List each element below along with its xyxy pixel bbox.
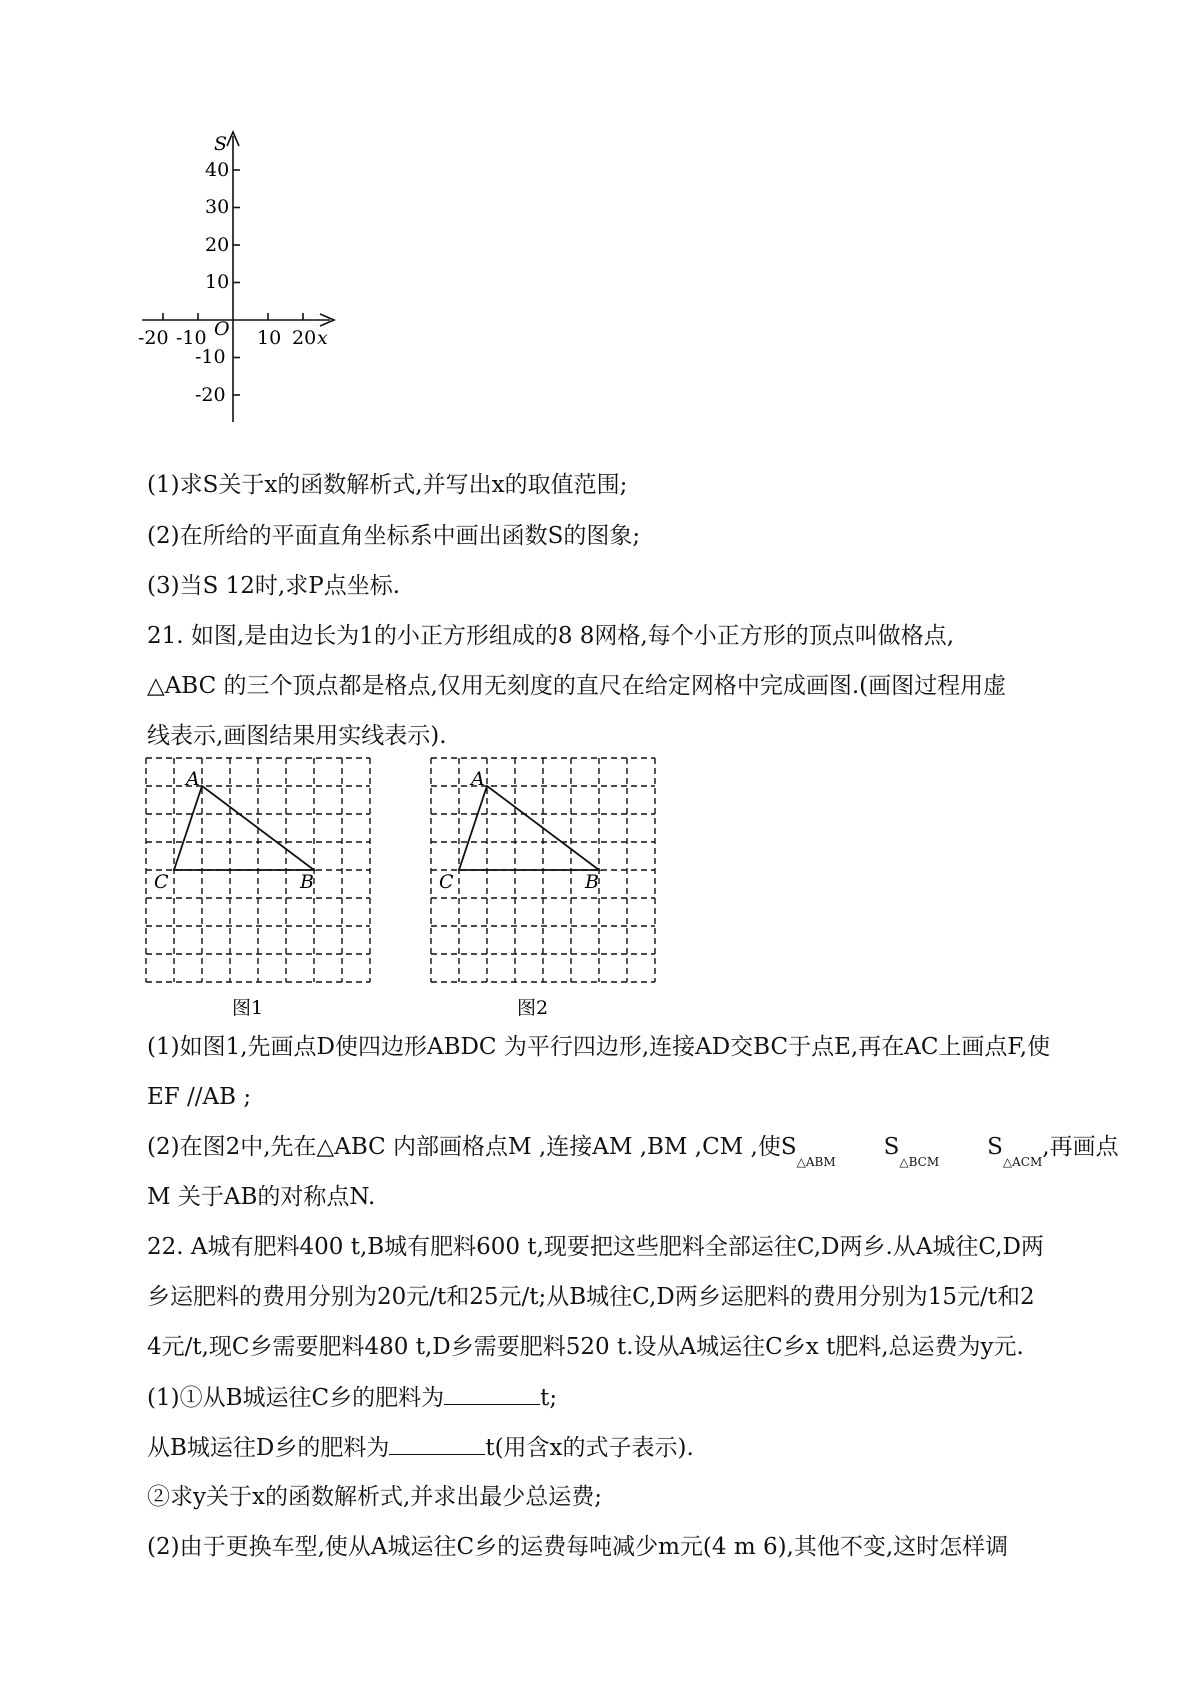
area-acm-s: S	[987, 1134, 1003, 1160]
grid-figure-1	[140, 752, 385, 1022]
x-tick-20: 20	[292, 327, 317, 349]
vertex-b-1: B	[300, 871, 314, 893]
vertex-c-2: C	[439, 871, 454, 893]
q21-part2-prefix: (2)在图2中,先在△ABC 内部画格点M ,连接AM ,BM ,CM ,使S	[147, 1134, 797, 1160]
answer-blank-1[interactable]	[444, 1382, 540, 1405]
q21-part1-line1: (1)如图1,先画点D使四边形ABDC 为平行四边形,连接AD交BC于点E,再在AC上画点F,使	[147, 1034, 1051, 1060]
y-tick-20: 20	[205, 234, 230, 256]
q20-part3: (3)当S 12时,求P点坐标.	[147, 573, 401, 599]
y-tick-40: 40	[205, 159, 230, 181]
sub-bcm: △BCM	[899, 1155, 940, 1169]
y-tick-neg20: -20	[195, 384, 226, 406]
coordinate-system-figure	[130, 130, 370, 460]
q21-part1-line2: EF //AB ;	[147, 1084, 252, 1110]
q20-part1: (1)求S关于x的函数解析式,并写出x的取值范围;	[147, 472, 628, 498]
q22-part1a-prefix: (1)①从B城运往C乡的肥料为	[147, 1385, 445, 1411]
figure2-caption: 图2	[517, 997, 549, 1019]
figure1-caption: 图1	[232, 997, 264, 1019]
q22-part2: (2)由于更换车型,使从A城运往C乡的运费每吨减少m元(4 m 6),其他不变,这时怎样调	[147, 1534, 1009, 1560]
vertex-b-2: B	[585, 871, 599, 893]
q21-part2-line1	[147, 1132, 1119, 1169]
q21-line2: △ABC 的三个顶点都是格点,仅用无刻度的直尺在给定网格中完成画图.(画图过程用虚	[147, 673, 1007, 699]
triangle-abc-2	[459, 786, 599, 870]
vertex-a-1: A	[186, 768, 200, 790]
q21-part2-line2: M 关于AB的对称点N.	[147, 1184, 376, 1210]
area-bcm-s: S	[883, 1134, 900, 1160]
sub-acm: △ACM	[1002, 1155, 1043, 1169]
q22-part1a-suffix: t;	[540, 1385, 558, 1411]
q22-line3: 4元/t,现C乡需要肥料480 t,D乡需要肥料520 t.设从A城运往C乡x t肥料,总运费为y元.	[147, 1334, 1024, 1360]
x-tick-neg10: -10	[176, 327, 207, 349]
q22-part1b	[147, 1432, 694, 1463]
y-tick-neg10: -10	[195, 346, 226, 368]
triangle-abc-1	[174, 786, 314, 870]
answer-blank-2[interactable]	[389, 1432, 485, 1455]
q22-part1c: ②求y关于x的函数解析式,并求出最少总运费;	[147, 1484, 603, 1510]
x-tick-neg20: -20	[138, 327, 169, 349]
q21-line1: 21. 如图,是由边长为1的小正方形组成的8 8网格,每个小正方形的顶点叫做格点,	[147, 623, 955, 649]
x-tick-10: 10	[257, 327, 282, 349]
q22-line2: 乡运肥料的费用分别为20元/t和25元/t;从B城往C,D两乡运肥料的费用分别为15元/t和2	[147, 1284, 1035, 1310]
q22-part1a	[147, 1382, 557, 1413]
vertex-c-1: C	[154, 871, 169, 893]
q22-line1: 22. A城有肥料400 t,B城有肥料600 t,现要把这些肥料全部运往C,D两乡.从A城往C,D两	[147, 1234, 1044, 1260]
q20-part2: (2)在所给的平面直角坐标系中画出函数S的图象;	[147, 523, 641, 549]
q22-part1b-suffix: t(用含x的式子表示).	[485, 1435, 694, 1461]
origin-label: O	[214, 318, 230, 340]
q21-line3: 线表示,画图结果用实线表示).	[147, 723, 447, 749]
sub-abm: △ABM	[796, 1155, 836, 1169]
y-tick-30: 30	[205, 196, 230, 218]
q21-part2-suffix: ,再画点	[1042, 1134, 1119, 1160]
vertex-a-2: A	[471, 768, 485, 790]
y-axis-label: S	[214, 133, 228, 155]
y-tick-10: 10	[205, 271, 230, 293]
q22-part1b-prefix: 从B城运往D乡的肥料为	[147, 1435, 390, 1461]
x-axis-label: x	[317, 327, 328, 349]
grid-figure-2	[425, 752, 670, 1022]
